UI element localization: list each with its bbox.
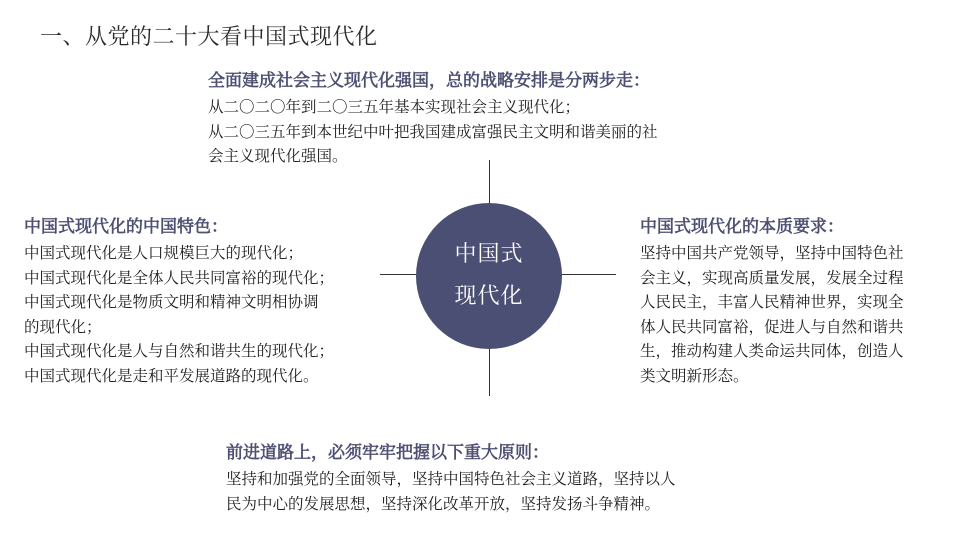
top-section-line: 从二〇二〇年到二〇三五年基本实现社会主义现代化； — [208, 98, 581, 116]
right-section-line: 会主义，实现高质量发展，发展全过程 — [640, 268, 904, 287]
right-section-heading: 中国式现代化的本质要求： — [640, 217, 844, 237]
left-section-line: 中国式现代化是全体人民共同富裕的现代化； — [24, 268, 335, 287]
bottom-section-heading: 前进道路上，必须牢牢把握以下重大原则： — [226, 443, 549, 463]
center-label-line1: 中国式 — [454, 242, 524, 267]
left-section-line: 中国式现代化是走和平发展道路的现代化。 — [24, 366, 319, 385]
bottom-section-line: 民为中心的发展思想，坚持深化改革开放，坚持发扬斗争精神。 — [226, 494, 661, 513]
top-section-line: 从二〇三五年到本世纪中叶把我国建成富强民主文明和谐美丽的社 — [208, 122, 658, 141]
right-section-line: 体人民共同富裕，促进人与自然和谐共 — [640, 317, 904, 336]
bottom-section — [226, 438, 676, 516]
left-section-line: 中国式现代化是人口规模巨大的现代化； — [24, 244, 304, 262]
left-section — [24, 212, 334, 388]
right-section-line: 坚持中国共产党领导，坚持中国特色社 — [640, 244, 904, 262]
center-circle — [416, 203, 562, 349]
bottom-section-line: 坚持和加强党的全面领导，坚持中国特色社会主义道路，坚持以人 — [226, 470, 676, 488]
top-section-heading: 全面建成社会主义现代化强国，总的战略安排是分两步走： — [208, 71, 650, 91]
right-section-line: 类文明新形态。 — [640, 366, 749, 385]
left-section-line: 中国式现代化是物质文明和精神文明相协调 — [24, 293, 319, 311]
slide-title: 一、从党的二十大看中国式现代化 — [40, 25, 378, 50]
left-section-line: 中国式现代化是人与自然和谐共生的现代化； — [24, 342, 335, 360]
center-label-line2: 现代化 — [454, 284, 524, 309]
top-section-line: 会主义现代化强国。 — [208, 147, 348, 165]
left-section-line: 的现代化； — [24, 317, 102, 336]
right-section — [640, 212, 904, 388]
right-section-line: 人民民主，丰富人民精神世界，实现全 — [640, 293, 904, 311]
right-section-line: 生，推动构建人类命运共同体，创造人 — [640, 342, 904, 360]
top-section — [208, 66, 658, 169]
left-section-heading: 中国式现代化的中国特色： — [24, 217, 228, 237]
